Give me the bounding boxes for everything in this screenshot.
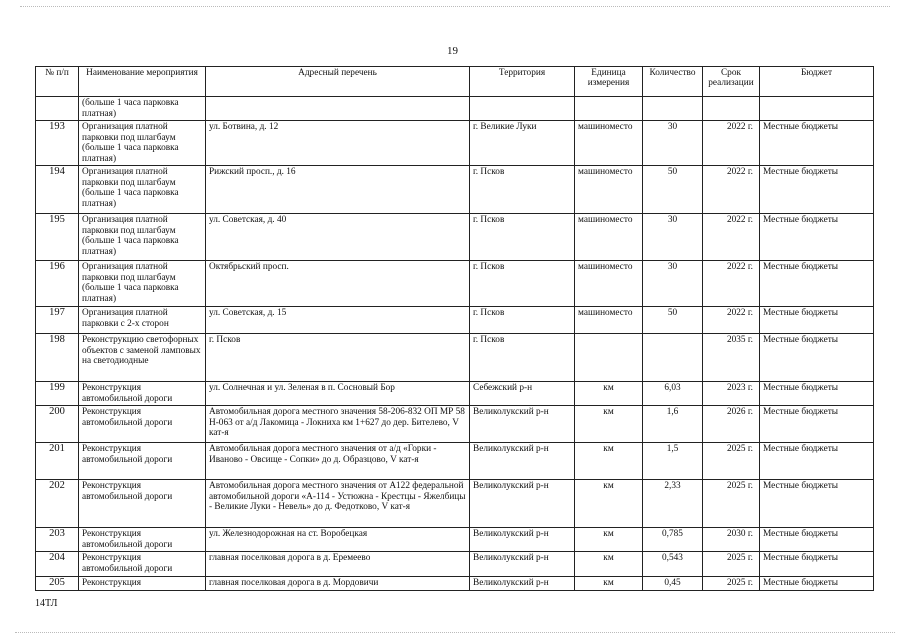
row-budget-cell: Местные бюджеты — [760, 261, 874, 307]
row-address-cell: ул. Солнечная и ул. Зеленая в п. Сосновый Бор — [206, 382, 470, 406]
row-term-cell: 2022 г. — [703, 121, 760, 166]
table-row — [36, 166, 874, 214]
row-unit-cell — [575, 334, 643, 382]
row-term-cell: 2026 г. — [703, 406, 760, 443]
row-territory-cell: г. Псков — [470, 261, 575, 307]
table-row — [36, 307, 874, 334]
row-territory-cell: Великолукский р-н — [470, 577, 575, 591]
row-address-cell: Октябрьский просп. — [206, 261, 470, 307]
row-qty-cell — [643, 97, 703, 121]
row-budget-cell: Местные бюджеты — [760, 307, 874, 334]
row-term-cell: 2022 г. — [703, 166, 760, 214]
row-address-cell — [206, 97, 470, 121]
row-term-cell: 2030 г. — [703, 528, 760, 552]
table-row — [36, 443, 874, 480]
row-budget-cell: Местные бюджеты — [760, 552, 874, 577]
row-territory-cell: г. Великие Луки — [470, 121, 575, 166]
row-term-cell: 2022 г. — [703, 214, 760, 261]
row-num-cell: 199 — [36, 382, 79, 406]
table-row — [36, 480, 874, 528]
row-num-cell: 197 — [36, 307, 79, 334]
row-qty-cell: 1,6 — [643, 406, 703, 443]
row-qty-cell: 0,543 — [643, 552, 703, 577]
scan-edge-bottom — [15, 632, 895, 633]
header-address: Адресный перечень — [206, 67, 470, 97]
row-territory-cell: Себежский р-н — [470, 382, 575, 406]
row-num-cell: 204 — [36, 552, 79, 577]
table-row — [36, 261, 874, 307]
row-term-cell: 2023 г. — [703, 382, 760, 406]
row-qty-cell: 0,45 — [643, 577, 703, 591]
row-address-cell: главная поселковая дорога в д. Мордовичи — [206, 577, 470, 591]
row-term-cell — [703, 97, 760, 121]
row-term-cell: 2022 г. — [703, 307, 760, 334]
row-term-cell: 2022 г. — [703, 261, 760, 307]
row-unit-cell: машиноместо — [575, 166, 643, 214]
row-territory-cell: Великолукский р-н — [470, 552, 575, 577]
row-qty-cell — [643, 334, 703, 382]
row-budget-cell: Местные бюджеты — [760, 443, 874, 480]
row-name-cell: Реконструкцию светофорных объектов с заменой ламповых на светодиодные — [79, 334, 206, 382]
row-budget-cell: Местные бюджеты — [760, 214, 874, 261]
row-unit-cell: км — [575, 480, 643, 528]
row-territory-cell: Великолукский р-н — [470, 443, 575, 480]
row-num-cell — [36, 97, 79, 121]
row-unit-cell: км — [575, 577, 643, 591]
row-qty-cell: 30 — [643, 214, 703, 261]
row-term-cell: 2025 г. — [703, 552, 760, 577]
row-qty-cell: 50 — [643, 307, 703, 334]
row-unit-cell: км — [575, 382, 643, 406]
row-address-cell: ул. Ботвина, д. 12 — [206, 121, 470, 166]
row-unit-cell: машиноместо — [575, 214, 643, 261]
table-row — [36, 121, 874, 166]
row-address-cell: Рижский просп., д. 16 — [206, 166, 470, 214]
row-unit-cell: машиноместо — [575, 121, 643, 166]
row-num-cell: 194 — [36, 166, 79, 214]
table-body — [36, 97, 874, 591]
row-unit-cell — [575, 97, 643, 121]
table-row — [36, 528, 874, 552]
row-qty-cell: 50 — [643, 166, 703, 214]
row-territory-cell: Великолукский р-н — [470, 406, 575, 443]
table-row — [36, 552, 874, 577]
row-address-cell: Автомобильная дорога местного значения от а/д «Горки - Иваново - Овсище - Сопки» до д. Образцово, V кат-я — [206, 443, 470, 480]
row-unit-cell: км — [575, 528, 643, 552]
row-name-cell: Организация платной парковки под шлагбаум (больше 1 часа парковка платная) — [79, 214, 206, 261]
header-territory: Территория — [470, 67, 575, 97]
row-qty-cell: 0,785 — [643, 528, 703, 552]
row-address-cell: ул. Советская, д. 40 — [206, 214, 470, 261]
row-num-cell: 196 — [36, 261, 79, 307]
row-qty-cell: 6,03 — [643, 382, 703, 406]
table-row — [36, 97, 874, 121]
row-budget-cell — [760, 97, 874, 121]
row-name-cell: Реконструкция автомобильной дороги — [79, 406, 206, 443]
row-num-cell: 193 — [36, 121, 79, 166]
row-name-cell: Реконструкция автомобильной дороги — [79, 552, 206, 577]
row-num-cell: 195 — [36, 214, 79, 261]
row-unit-cell: км — [575, 406, 643, 443]
footer-code: 14ТЛ — [35, 598, 58, 609]
row-qty-cell: 30 — [643, 121, 703, 166]
row-name-cell: Реконструкция автомобильной дороги — [79, 480, 206, 528]
row-term-cell: 2025 г. — [703, 577, 760, 591]
measures-table — [35, 66, 874, 591]
row-budget-cell: Местные бюджеты — [760, 382, 874, 406]
row-budget-cell: Местные бюджеты — [760, 406, 874, 443]
row-territory-cell: Великолукский р-н — [470, 528, 575, 552]
row-num-cell: 203 — [36, 528, 79, 552]
header-term: Срок реализации — [703, 67, 760, 97]
row-unit-cell: км — [575, 443, 643, 480]
table-row — [36, 382, 874, 406]
row-qty-cell: 2,33 — [643, 480, 703, 528]
row-unit-cell: км — [575, 552, 643, 577]
row-num-cell: 201 — [36, 443, 79, 480]
row-budget-cell: Местные бюджеты — [760, 528, 874, 552]
row-num-cell: 205 — [36, 577, 79, 591]
header-qty: Количество — [643, 67, 703, 97]
row-territory-cell: г. Псков — [470, 334, 575, 382]
row-name-cell: Реконструкция автомобильной дороги — [79, 443, 206, 480]
row-name-cell: Организация платной парковки под шлагбаум (больше 1 часа парковка платная) — [79, 121, 206, 166]
row-name-cell: Реконструкция — [79, 577, 206, 591]
row-budget-cell: Местные бюджеты — [760, 121, 874, 166]
row-unit-cell: машиноместо — [575, 307, 643, 334]
table-row — [36, 334, 874, 382]
row-name-cell: Реконструкция автомобильной дороги — [79, 528, 206, 552]
row-num-cell: 202 — [36, 480, 79, 528]
header-unit: Единица измерения — [575, 67, 643, 97]
row-territory-cell: г. Псков — [470, 307, 575, 334]
row-territory-cell: Великолукский р-н — [470, 480, 575, 528]
row-address-cell: главная поселковая дорога в д. Еремеево — [206, 552, 470, 577]
row-budget-cell: Местные бюджеты — [760, 334, 874, 382]
row-qty-cell: 30 — [643, 261, 703, 307]
row-num-cell: 200 — [36, 406, 79, 443]
row-address-cell: ул. Советская, д. 15 — [206, 307, 470, 334]
row-address-cell: ул. Железнодорожная на ст. Воробецкая — [206, 528, 470, 552]
row-name-cell: Реконструкция автомобильной дороги — [79, 382, 206, 406]
row-term-cell: 2035 г. — [703, 334, 760, 382]
row-address-cell: Автомобильная дорога местного значения от А122 федеральной автомобильной дороги «А-114 - Устюжна - Крестцы - Яжелбицы - Великие Луки - Невель» до д. Федотково, V кат-я — [206, 480, 470, 528]
row-budget-cell: Местные бюджеты — [760, 166, 874, 214]
row-territory-cell: г. Псков — [470, 166, 575, 214]
table-row — [36, 214, 874, 261]
scan-edge-top — [20, 6, 890, 7]
row-num-cell: 198 — [36, 334, 79, 382]
row-name-cell: Организация платной парковки с 2-х сторон — [79, 307, 206, 334]
row-term-cell: 2025 г. — [703, 480, 760, 528]
header-name: Наименование мероприятия — [79, 67, 206, 97]
row-term-cell: 2025 г. — [703, 443, 760, 480]
table-header-row — [36, 67, 874, 97]
row-name-cell: (больше 1 часа парковка платная) — [79, 97, 206, 121]
row-address-cell: г. Псков — [206, 334, 470, 382]
row-address-cell: Автомобильная дорога местного значения 58-206-832 ОП МР 58 Н-063 от а/д Лакомица - Локниха км 1+627 до дер. Бителево, V кат-я — [206, 406, 470, 443]
page-number: 19 — [447, 45, 458, 57]
row-unit-cell: машиноместо — [575, 261, 643, 307]
row-budget-cell: Местные бюджеты — [760, 577, 874, 591]
header-budget: Бюджет — [760, 67, 874, 97]
row-name-cell: Организация платной парковки под шлагбаум (больше 1 часа парковка платная) — [79, 166, 206, 214]
row-territory-cell: г. Псков — [470, 214, 575, 261]
table-row — [36, 577, 874, 591]
row-territory-cell — [470, 97, 575, 121]
row-budget-cell: Местные бюджеты — [760, 480, 874, 528]
row-qty-cell: 1,5 — [643, 443, 703, 480]
row-name-cell: Организация платной парковки под шлагбаум (больше 1 часа парковка платная) — [79, 261, 206, 307]
table-row — [36, 406, 874, 443]
header-num: № п/п — [36, 67, 79, 97]
